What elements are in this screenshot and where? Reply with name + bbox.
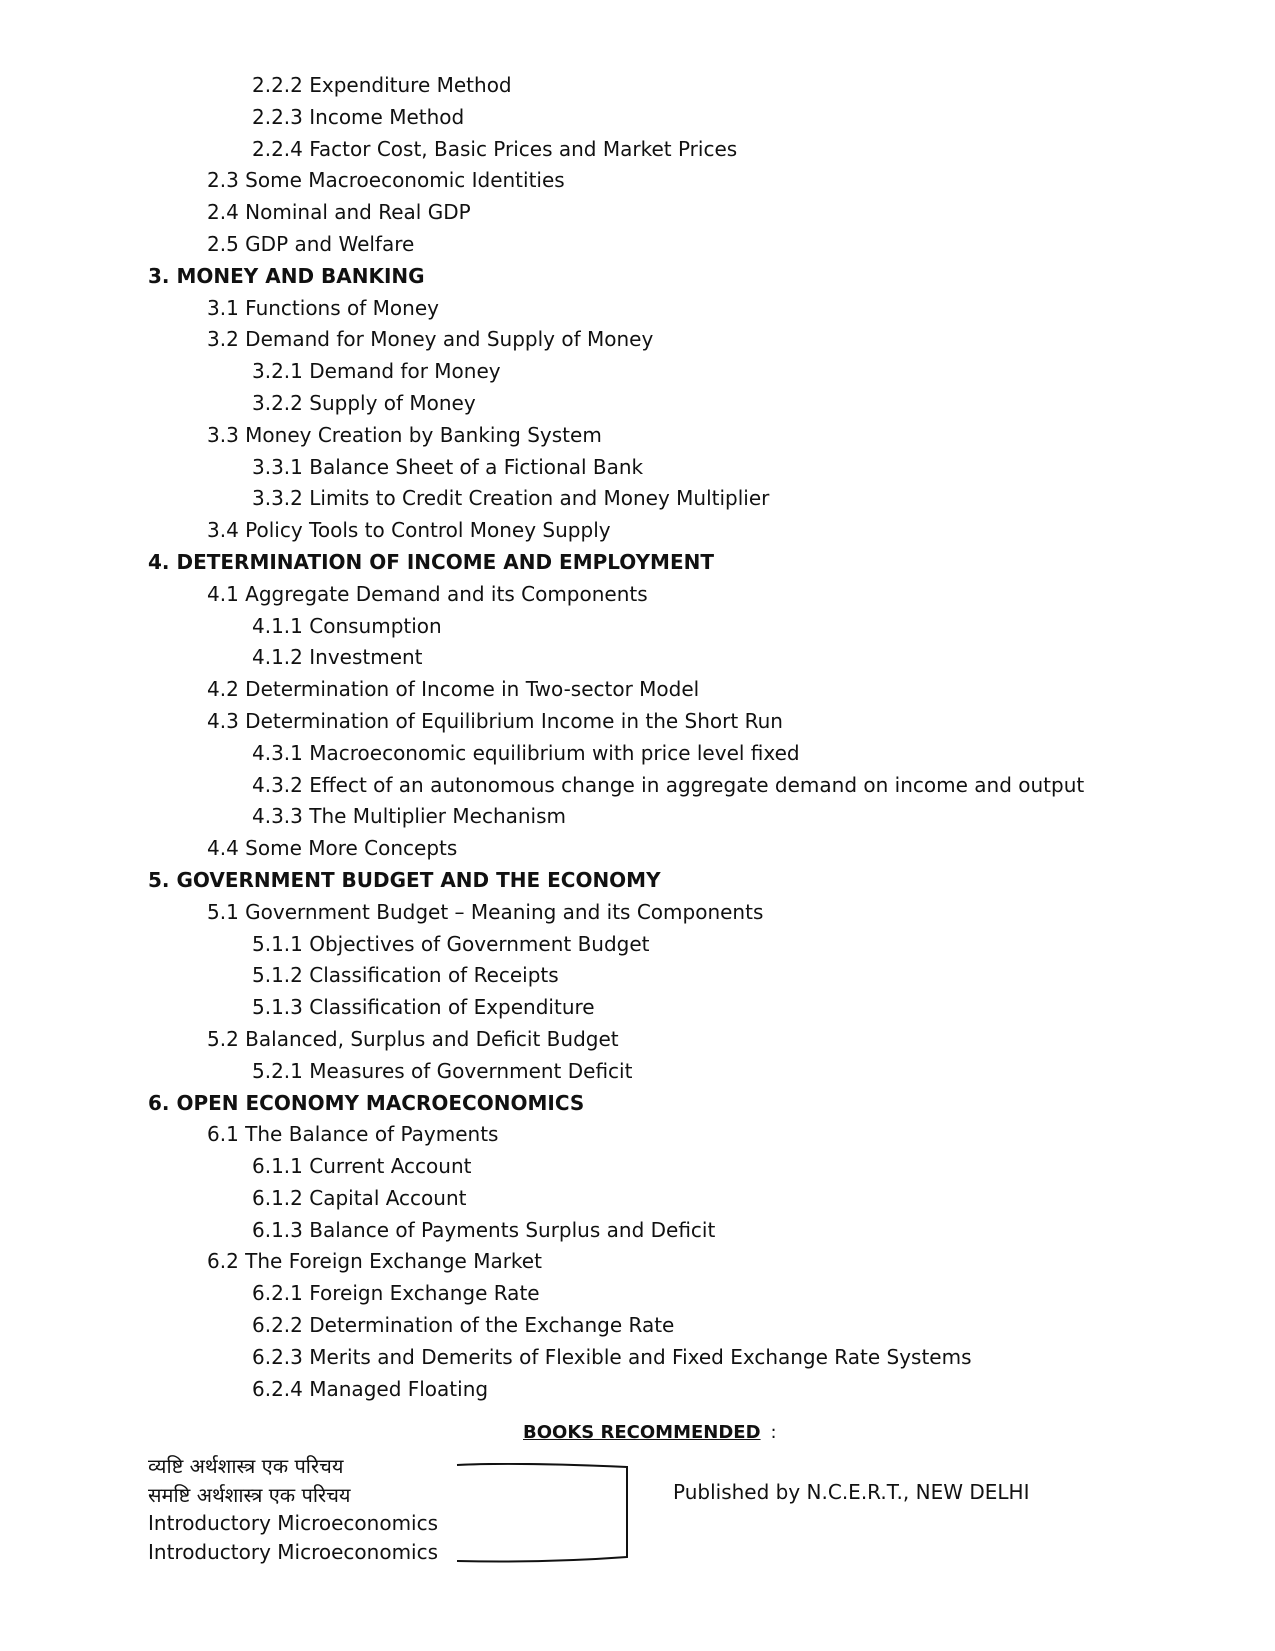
section-item: 6.2 The Foreign Exchange Market	[207, 1249, 542, 1274]
subsection-item: 2.2.2 Expenditure Method	[252, 73, 512, 97]
publisher-note: Published by N.C.E.R.T., NEW DELHI	[673, 1480, 1030, 1504]
book-title: व्यष्टि अर्थशास्त्र एक परिचय	[148, 1454, 344, 1478]
section-item: 5.1 Government Budget – Meaning and its Components	[207, 899, 764, 924]
book-title: समष्टि अर्थशास्त्र एक परिचय	[148, 1482, 351, 1507]
books-recommended-heading	[523, 1422, 777, 1443]
section-item: 5.2 Balanced, Surplus and Deficit Budget	[207, 1026, 619, 1051]
subsection-item: 2.2.3 Income Method	[252, 104, 465, 129]
section-item: 4.2 Determination of Income in Two-sector Model	[207, 677, 700, 702]
section-item: 4.4 Some More Concepts	[207, 836, 458, 861]
subsection-item: 6.1.2 Capital Account	[252, 1185, 467, 1210]
subsection-item: 6.1.1 Current Account	[252, 1154, 472, 1179]
subsection-item: 2.2.4 Factor Cost, Basic Prices and Market Prices	[252, 136, 738, 161]
unit-heading: 4. DETERMINATION OF INCOME AND EMPLOYMENT	[148, 549, 715, 574]
subsection-item: 3.2.2 Supply of Money	[252, 390, 476, 415]
section-item: 3.2 Demand for Money and Supply of Money	[207, 327, 654, 352]
subsection-item: 4.3.2 Effect of an autonomous change in aggregate demand on income and output	[252, 772, 1085, 797]
unit-heading: 5. GOVERNMENT BUDGET AND THE ECONOMY	[148, 867, 661, 892]
subsection-item: 5.1.2 Classification of Receipts	[252, 963, 559, 988]
subsection-item: 5.2.1 Measures of Government Deficit	[252, 1058, 633, 1083]
subsection-item: 4.1.2 Investment	[252, 645, 423, 670]
subsection-item: 6.2.4 Managed Floating	[252, 1376, 489, 1401]
subsection-item: 4.1.1 Consumption	[252, 613, 442, 638]
subsection-item: 6.2.2 Determination of the Exchange Rate	[252, 1313, 675, 1338]
subsection-item: 6.2.1 Foreign Exchange Rate	[252, 1281, 540, 1306]
section-item: 2.5 GDP and Welfare	[207, 231, 415, 256]
brace-bracket	[455, 1463, 635, 1563]
syllabus-outline	[0, 70, 1275, 1405]
book-title: Introductory Microeconomics	[148, 1511, 439, 1535]
books-heading-colon: :	[770, 1422, 777, 1443]
unit-heading: 3. MONEY AND BANKING	[148, 263, 425, 288]
book-title: Introductory Microeconomics	[148, 1539, 439, 1564]
subsection-item: 5.1.1 Objectives of Government Budget	[252, 931, 650, 956]
section-item: 2.3 Some Macroeconomic Identities	[207, 168, 565, 193]
subsection-item: 3.3.2 Limits to Credit Creation and Money Multiplier	[252, 486, 770, 511]
subsection-item: 4.3.3 The Multiplier Mechanism	[252, 804, 567, 829]
subsection-item: 3.2.1 Demand for Money	[252, 359, 501, 384]
book-list	[148, 1452, 438, 1566]
section-item: 3.4 Policy Tools to Control Money Supply	[207, 518, 611, 543]
subsection-item: 3.3.1 Balance Sheet of a Fictional Bank	[252, 454, 644, 479]
section-item: 3.1 Functions of Money	[207, 295, 439, 320]
subsection-item: 4.3.1 Macroeconomic equilibrium with price level fixed	[252, 740, 800, 765]
subsection-item: 6.1.3 Balance of Payments Surplus and Deficit	[252, 1217, 716, 1242]
subsection-item: 5.1.3 Classification of Expenditure	[252, 995, 595, 1020]
section-item: 4.1 Aggregate Demand and its Components	[207, 581, 648, 606]
subsection-item: 6.2.3 Merits and Demerits of Flexible and Fixed Exchange Rate Systems	[252, 1344, 972, 1369]
books-heading-text: BOOKS RECOMMENDED	[523, 1422, 761, 1443]
section-item: 2.4 Nominal and Real GDP	[207, 200, 471, 225]
section-item: 6.1 The Balance of Payments	[207, 1122, 499, 1147]
section-item: 4.3 Determination of Equilibrium Income in the Short Run	[207, 708, 783, 733]
section-item: 3.3 Money Creation by Banking System	[207, 422, 602, 447]
unit-heading: 6. OPEN ECONOMY MACROECONOMICS	[148, 1090, 585, 1115]
